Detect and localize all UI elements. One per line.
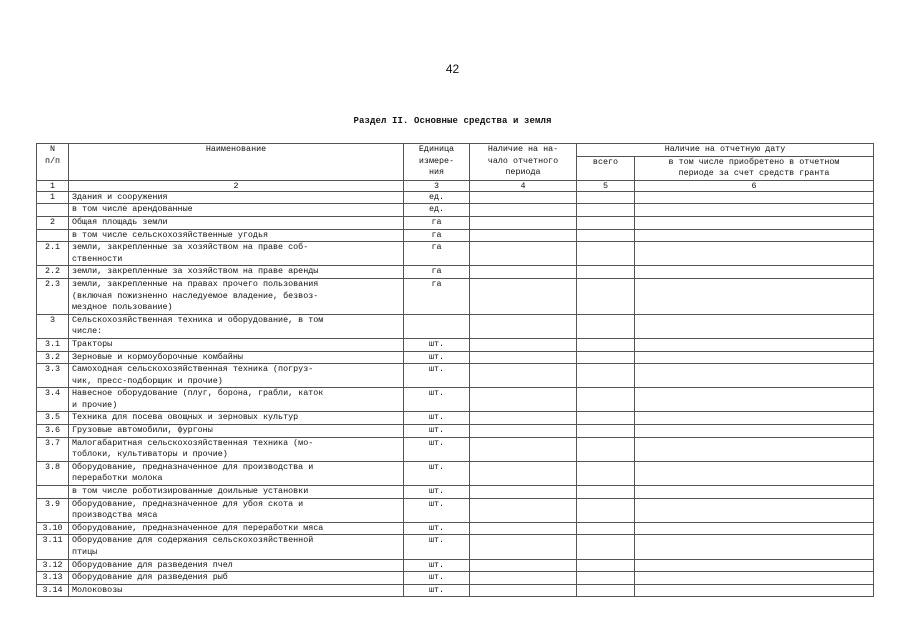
table-row <box>37 388 874 412</box>
row-total-value[interactable] <box>577 314 635 338</box>
row-start-value[interactable] <box>470 412 577 425</box>
table-body <box>37 191 874 597</box>
row-unit: га <box>404 216 470 229</box>
row-name: Здания и сооружения <box>69 191 404 204</box>
row-start-value[interactable] <box>470 498 577 522</box>
row-name: Оборудование для разведения пчел <box>69 559 404 572</box>
row-start-value[interactable] <box>470 191 577 204</box>
row-number: 2 <box>37 216 69 229</box>
row-number <box>37 486 69 499</box>
row-start-value[interactable] <box>470 338 577 351</box>
row-number: 3.12 <box>37 559 69 572</box>
table-row <box>37 229 874 242</box>
row-start-value[interactable] <box>470 351 577 364</box>
row-grant-value[interactable] <box>635 229 874 242</box>
row-unit: шт. <box>404 559 470 572</box>
row-grant-value[interactable] <box>635 338 874 351</box>
row-unit: шт. <box>404 584 470 597</box>
row-total-value[interactable] <box>577 486 635 499</box>
row-total-value[interactable] <box>577 338 635 351</box>
header-report-text: Наличие на отчетную дату <box>664 144 786 154</box>
table-row <box>37 412 874 425</box>
row-name: в том числе сельскохозяйственные угодья <box>69 229 404 242</box>
row-grant-value[interactable] <box>635 351 874 364</box>
row-number: 3.9 <box>37 498 69 522</box>
section-title: Раздел II. Основные средства и земля <box>353 116 552 126</box>
row-number: 2.1 <box>37 242 69 266</box>
row-unit: га <box>404 229 470 242</box>
row-grant-value[interactable] <box>635 535 874 559</box>
table-row <box>37 204 874 217</box>
row-start-value[interactable] <box>470 216 577 229</box>
row-name: Оборудование, предназначенное для убоя скота и производства мяса <box>69 498 404 522</box>
row-name: Оборудование для содержания сельскохозяйственной птицы <box>69 535 404 559</box>
row-grant-value[interactable] <box>635 364 874 388</box>
row-name: Малогабаритная сельскохозяйственная техника (мо- тоблоки, культиваторы и прочие) <box>69 437 404 461</box>
table-row <box>37 242 874 266</box>
fixed-assets-table <box>36 143 874 597</box>
row-total-value[interactable] <box>577 559 635 572</box>
header-unit-text: Единица измере- ния <box>418 144 455 178</box>
row-name: Оборудование для разведения рыб <box>69 572 404 585</box>
row-total-value[interactable] <box>577 229 635 242</box>
row-name: Навесное оборудование (плуг, борона, грабли, каток и прочие) <box>69 388 404 412</box>
header-total-text: всего <box>592 156 619 167</box>
column-number: 4 <box>470 180 577 191</box>
row-grant-value[interactable] <box>635 461 874 485</box>
table-row <box>37 584 874 597</box>
table-row <box>37 572 874 585</box>
row-number: 1 <box>37 191 69 204</box>
header-name <box>69 144 404 181</box>
row-start-value[interactable] <box>470 388 577 412</box>
row-start-value[interactable] <box>470 522 577 535</box>
row-name: Молоковозы <box>69 584 404 597</box>
table-row <box>37 559 874 572</box>
row-grant-value[interactable] <box>635 314 874 338</box>
row-grant-value[interactable] <box>635 437 874 461</box>
row-total-value[interactable] <box>577 412 635 425</box>
table-row <box>37 535 874 559</box>
row-grant-value[interactable] <box>635 572 874 585</box>
row-grant-value[interactable] <box>635 204 874 217</box>
header-total <box>577 156 635 180</box>
row-name: в том числе роботизированные доильные установки <box>69 486 404 499</box>
row-total-value[interactable] <box>577 522 635 535</box>
row-start-value[interactable] <box>470 584 577 597</box>
row-grant-value[interactable] <box>635 266 874 279</box>
row-total-value[interactable] <box>577 278 635 314</box>
row-total-value[interactable] <box>577 584 635 597</box>
table-row <box>37 338 874 351</box>
row-start-value[interactable] <box>470 559 577 572</box>
table-row <box>37 364 874 388</box>
row-number: 3.10 <box>37 522 69 535</box>
row-start-value[interactable] <box>470 229 577 242</box>
row-number: 3.14 <box>37 584 69 597</box>
row-number: 3.5 <box>37 412 69 425</box>
column-number: 1 <box>37 180 69 191</box>
row-number: 2.3 <box>37 278 69 314</box>
row-unit: шт. <box>404 461 470 485</box>
table-row <box>37 266 874 279</box>
row-start-value[interactable] <box>470 364 577 388</box>
row-unit: шт. <box>404 425 470 438</box>
row-unit: шт. <box>404 535 470 559</box>
row-name: Техника для посева овощных и зерновых культур <box>69 412 404 425</box>
row-number: 3.6 <box>37 425 69 438</box>
table-row <box>37 461 874 485</box>
column-number: 6 <box>635 180 874 191</box>
row-name: земли, закрепленные за хозяйством на праве аренды <box>69 266 404 279</box>
column-number: 5 <box>577 180 635 191</box>
row-number: 3.11 <box>37 535 69 559</box>
row-name: земли, закрепленные за хозяйством на праве соб- ственности <box>69 242 404 266</box>
row-start-value[interactable] <box>470 266 577 279</box>
row-start-value[interactable] <box>470 242 577 266</box>
row-number: 3.4 <box>37 388 69 412</box>
row-number: 3.3 <box>37 364 69 388</box>
row-name: Сельскохозяйственная техника и оборудование, в том числе: <box>69 314 404 338</box>
row-grant-value[interactable] <box>635 584 874 597</box>
row-number: 3 <box>37 314 69 338</box>
row-start-value[interactable] <box>470 572 577 585</box>
row-number: 2.2 <box>37 266 69 279</box>
row-start-value[interactable] <box>470 535 577 559</box>
row-number <box>37 229 69 242</box>
row-grant-value[interactable] <box>635 486 874 499</box>
row-grant-value[interactable] <box>635 522 874 535</box>
row-number: 3.13 <box>37 572 69 585</box>
row-total-value[interactable] <box>577 191 635 204</box>
header-grant-text: в том числе приобретено в отчетном периоде за счет средств гранта <box>668 156 840 179</box>
row-name: Общая площадь земли <box>69 216 404 229</box>
row-name: Самоходная сельскохозяйственная техника (погруз- чик, пресс-подборщик и прочие) <box>69 364 404 388</box>
header-start-text: Наличие на на- чало отчетного периода <box>487 144 559 178</box>
row-grant-value[interactable] <box>635 278 874 314</box>
header-report <box>577 144 874 157</box>
row-name: Оборудование, предназначенное для производства и переработки молока <box>69 461 404 485</box>
row-start-value[interactable] <box>470 437 577 461</box>
header-num <box>37 144 69 181</box>
row-name: в том числе арендованные <box>69 204 404 217</box>
row-total-value[interactable] <box>577 364 635 388</box>
row-grant-value[interactable] <box>635 216 874 229</box>
row-grant-value[interactable] <box>635 388 874 412</box>
row-unit: шт. <box>404 498 470 522</box>
row-grant-value[interactable] <box>635 191 874 204</box>
row-unit: шт. <box>404 572 470 585</box>
table-row <box>37 486 874 499</box>
row-name: Зерновые и кормоуборочные комбайны <box>69 351 404 364</box>
row-total-value[interactable] <box>577 242 635 266</box>
header-num-text: N п/п <box>44 144 61 166</box>
column-number-row <box>37 180 874 191</box>
row-unit: га <box>404 278 470 314</box>
row-unit: шт. <box>404 388 470 412</box>
row-start-value[interactable] <box>470 278 577 314</box>
row-total-value[interactable] <box>577 266 635 279</box>
row-start-value[interactable] <box>470 461 577 485</box>
row-total-value[interactable] <box>577 535 635 559</box>
page-number: 42 <box>445 62 460 76</box>
row-unit: шт. <box>404 412 470 425</box>
row-start-value[interactable] <box>470 204 577 217</box>
row-start-value[interactable] <box>470 425 577 438</box>
row-total-value[interactable] <box>577 388 635 412</box>
row-start-value[interactable] <box>470 314 577 338</box>
table-row <box>37 216 874 229</box>
table-row <box>37 351 874 364</box>
row-unit: ед. <box>404 204 470 217</box>
row-grant-value[interactable] <box>635 559 874 572</box>
table-row <box>37 191 874 204</box>
row-name: Грузовые автомобили, фургоны <box>69 425 404 438</box>
table-row <box>37 314 874 338</box>
table-row <box>37 522 874 535</box>
row-number: 3.7 <box>37 437 69 461</box>
row-grant-value[interactable] <box>635 242 874 266</box>
row-unit: шт. <box>404 486 470 499</box>
row-number: 3.2 <box>37 351 69 364</box>
row-grant-value[interactable] <box>635 425 874 438</box>
row-unit: шт. <box>404 437 470 461</box>
header-unit <box>404 144 470 181</box>
header-grant <box>635 156 874 180</box>
column-number: 2 <box>69 180 404 191</box>
row-total-value[interactable] <box>577 461 635 485</box>
row-grant-value[interactable] <box>635 498 874 522</box>
row-total-value[interactable] <box>577 498 635 522</box>
table-row <box>37 498 874 522</box>
row-name: земли, закрепленные на правах прочего пользования (включая пожизненно наследуемое владение, безвоз- мездное пользование) <box>69 278 404 314</box>
column-number: 3 <box>404 180 470 191</box>
table-row <box>37 278 874 314</box>
table-row <box>37 437 874 461</box>
row-number: 3.8 <box>37 461 69 485</box>
row-unit: шт. <box>404 522 470 535</box>
row-unit: шт. <box>404 338 470 351</box>
row-total-value[interactable] <box>577 437 635 461</box>
header-start <box>470 144 577 181</box>
row-grant-value[interactable] <box>635 412 874 425</box>
row-unit: шт. <box>404 351 470 364</box>
row-name: Оборудование, предназначенное для переработки мяса <box>69 522 404 535</box>
row-total-value[interactable] <box>577 572 635 585</box>
row-total-value[interactable] <box>577 351 635 364</box>
table-row <box>37 425 874 438</box>
row-unit: га <box>404 266 470 279</box>
row-total-value[interactable] <box>577 425 635 438</box>
row-number: 3.1 <box>37 338 69 351</box>
row-name: Тракторы <box>69 338 404 351</box>
row-number <box>37 204 69 217</box>
row-unit <box>404 314 470 338</box>
row-unit: шт. <box>404 364 470 388</box>
header-name-text: Наименование <box>205 144 267 154</box>
row-start-value[interactable] <box>470 486 577 499</box>
row-total-value[interactable] <box>577 204 635 217</box>
row-unit: ед. <box>404 191 470 204</box>
row-total-value[interactable] <box>577 216 635 229</box>
row-unit: га <box>404 242 470 266</box>
